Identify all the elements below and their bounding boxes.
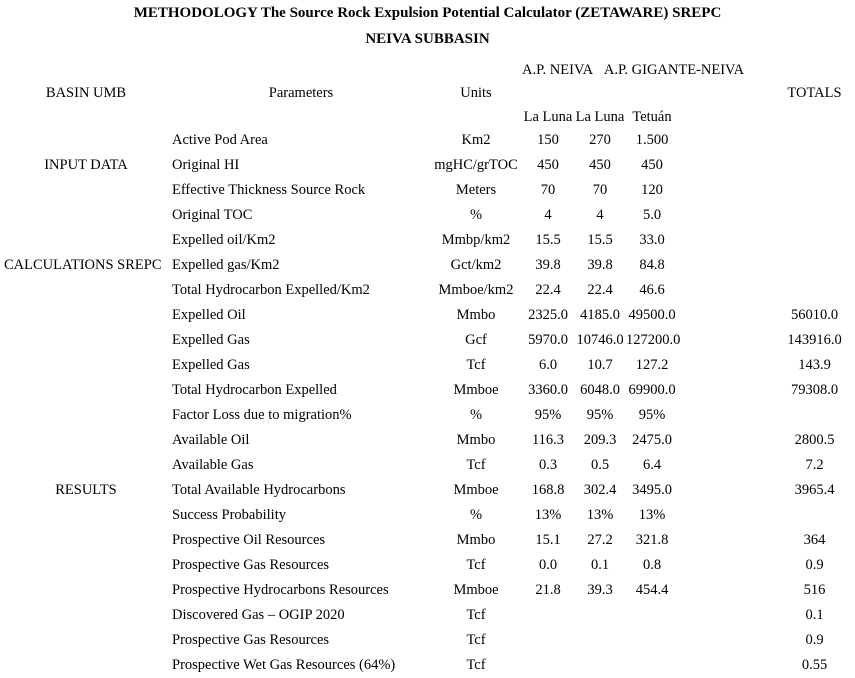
- table-row: [0, 228, 855, 253]
- row-value-col3: 321.8: [635, 532, 669, 548]
- row-spacer: [678, 578, 774, 603]
- row-value-col3: 1.500: [635, 132, 669, 148]
- row-spacer: [678, 228, 774, 253]
- header-spacer-9: [0, 106, 172, 128]
- row-value-col1: 5970.0: [528, 332, 568, 348]
- row-value-col3: 49500.0: [628, 307, 676, 323]
- row-parameter-label: Prospective Wet Gas Resources (64%): [172, 657, 396, 673]
- row-value-col3: 120: [641, 182, 663, 198]
- row-units: Tcf: [466, 632, 486, 648]
- row-parameter-label: Total Hydrocarbon Expelled/Km2: [172, 282, 370, 298]
- row-spacer: [678, 403, 774, 428]
- row-value-col2: 0.5: [590, 457, 610, 473]
- row-value-col3: [626, 603, 678, 628]
- header-spacer-11: [430, 106, 522, 128]
- row-units: mgHC/grTOC: [434, 157, 518, 173]
- row-value-col2: 27.2: [587, 532, 613, 548]
- row-units: Mmboe: [453, 582, 499, 598]
- row-value-col1: 15.1: [535, 532, 561, 548]
- row-units: Mmboe/km2: [438, 282, 514, 298]
- row-group-label: [0, 403, 172, 428]
- row-group-label: [0, 628, 172, 653]
- row-value-col3: 450: [641, 157, 663, 173]
- column-subheader-neiva-la-luna: La Luna: [523, 108, 573, 125]
- row-value-col2: 10746.0: [576, 332, 624, 348]
- row-value-col3: 33.0: [639, 232, 665, 248]
- row-total-value: 0.55: [801, 657, 828, 673]
- row-value-col1: 70: [540, 182, 556, 198]
- row-value-col1: 4: [544, 207, 552, 223]
- header-spacer-2: [172, 60, 430, 80]
- row-parameter-label: Prospective Hydrocarbons Resources: [172, 582, 389, 598]
- row-value-col3: 127200.0: [626, 332, 681, 348]
- row-group-label: [0, 503, 172, 528]
- row-value-col2: 4185.0: [580, 307, 620, 323]
- row-group-label: [0, 278, 172, 303]
- row-value-col2: 209.3: [583, 432, 617, 448]
- row-total-value: [774, 253, 855, 278]
- row-total-value: 3965.4: [794, 482, 835, 498]
- column-group-gigante-neiva: A.P. GIGANTE-NEIVA: [603, 61, 745, 78]
- row-value-col3: [626, 628, 678, 653]
- row-units: Tcf: [466, 557, 486, 573]
- column-subheader-gigante-tetuan: Tetuán: [632, 108, 672, 125]
- row-units: Mmboe: [453, 482, 499, 498]
- row-units: Tcf: [466, 657, 486, 673]
- row-units: Km2: [461, 132, 491, 148]
- header-spacer-3: [430, 60, 522, 80]
- row-group-label: CALCULATIONS SREPC: [4, 257, 162, 273]
- row-value-col3: 84.8: [639, 257, 665, 273]
- row-group-label: [0, 653, 172, 678]
- table-row: [0, 453, 855, 478]
- row-group-label: [0, 228, 172, 253]
- row-value-col2: 95%: [586, 407, 614, 423]
- header-row-sub: [0, 106, 855, 128]
- table-row: [0, 528, 855, 553]
- row-parameter-label: Prospective Oil Resources: [172, 532, 326, 548]
- table-row: [0, 253, 855, 278]
- row-units: Meters: [455, 182, 497, 198]
- row-spacer: [678, 153, 774, 178]
- row-units: %: [469, 207, 483, 223]
- row-value-col2: [574, 653, 626, 678]
- row-value-col3: 454.4: [635, 582, 669, 598]
- row-spacer: [678, 303, 774, 328]
- row-units: %: [469, 507, 483, 523]
- row-total-value: 0.9: [805, 557, 824, 573]
- column-header-totals: TOTALS: [787, 84, 842, 101]
- header-row-main: [0, 80, 855, 106]
- row-group-label: INPUT DATA: [44, 157, 128, 173]
- table-row: [0, 653, 855, 678]
- row-value-col3: 69900.0: [628, 382, 676, 398]
- row-spacer: [678, 353, 774, 378]
- row-value-col2: 39.8: [587, 257, 613, 273]
- header-spacer-5: [522, 80, 574, 106]
- row-value-col1: 116.3: [531, 432, 565, 448]
- row-total-value: [774, 278, 855, 303]
- row-parameter-label: Success Probability: [172, 507, 286, 523]
- row-value-col2: 4: [596, 207, 604, 223]
- row-spacer: [678, 653, 774, 678]
- table-row: [0, 403, 855, 428]
- row-spacer: [678, 628, 774, 653]
- row-units: Tcf: [466, 357, 486, 373]
- header-spacer-8: [678, 80, 774, 106]
- row-total-value: 2800.5: [794, 432, 835, 448]
- row-value-col2: 0.1: [590, 557, 610, 573]
- table-row: [0, 153, 855, 178]
- row-value-col1: [522, 653, 574, 678]
- table-row: [0, 178, 855, 203]
- row-value-col3: 95%: [638, 407, 666, 423]
- row-total-value: 143.9: [798, 357, 831, 373]
- row-spacer: [678, 453, 774, 478]
- row-value-col2: [574, 603, 626, 628]
- table-row: [0, 553, 855, 578]
- row-value-col1: [522, 628, 574, 653]
- table-body: [0, 128, 855, 678]
- row-group-label: [0, 428, 172, 453]
- row-group-label: [0, 203, 172, 228]
- row-total-value: [774, 203, 855, 228]
- row-value-col1: 13%: [534, 507, 562, 523]
- table-row: [0, 353, 855, 378]
- row-total-value: 516: [803, 582, 826, 598]
- row-value-col2: 15.5: [587, 232, 613, 248]
- row-parameter-label: Factor Loss due to migration%: [172, 407, 352, 423]
- row-value-col1: 21.8: [535, 582, 561, 598]
- row-units: Mmbp/km2: [441, 232, 511, 248]
- row-value-col1: [522, 603, 574, 628]
- table-row: [0, 203, 855, 228]
- row-value-col2: 22.4: [587, 282, 613, 298]
- column-group-neiva: A.P. NEIVA: [522, 61, 594, 78]
- row-total-value: [774, 128, 855, 153]
- row-spacer: [678, 428, 774, 453]
- table-row: [0, 378, 855, 403]
- row-value-col2: 39.3: [587, 582, 613, 598]
- row-value-col1: 168.8: [531, 482, 565, 498]
- table-row: [0, 503, 855, 528]
- row-value-col2: 70: [592, 182, 608, 198]
- row-spacer: [678, 503, 774, 528]
- row-parameter-label: Expelled gas/Km2: [172, 257, 280, 273]
- header-spacer-7: [626, 80, 678, 106]
- page-subtitle: NEIVA SUBBASIN: [365, 31, 490, 47]
- row-value-col1: 3360.0: [528, 382, 568, 398]
- row-parameter-label: Effective Thickness Source Rock: [172, 182, 366, 198]
- row-group-label: RESULTS: [55, 482, 117, 498]
- row-value-col1: 0.0: [538, 557, 558, 573]
- table-row: [0, 578, 855, 603]
- table-row: [0, 328, 855, 353]
- row-total-value: [774, 153, 855, 178]
- table-row: [0, 428, 855, 453]
- header-spacer-13: [774, 106, 855, 128]
- row-spacer: [678, 178, 774, 203]
- header-spacer-6: [574, 80, 626, 106]
- row-group-label: [0, 578, 172, 603]
- row-units: %: [469, 407, 483, 423]
- row-total-value: 364: [803, 532, 826, 548]
- row-parameter-label: Original HI: [172, 157, 240, 173]
- table-header: [0, 60, 855, 128]
- row-spacer: [678, 253, 774, 278]
- row-group-label: [0, 553, 172, 578]
- row-value-col3: 6.4: [642, 457, 662, 473]
- row-parameter-label: Prospective Gas Resources: [172, 557, 330, 573]
- row-parameter-label: Discovered Gas – OGIP 2020: [172, 607, 345, 623]
- table-row: [0, 278, 855, 303]
- row-value-col3: 5.0: [642, 207, 662, 223]
- row-units: Tcf: [466, 457, 486, 473]
- row-units: Tcf: [466, 607, 486, 623]
- row-parameter-label: Original TOC: [172, 207, 253, 223]
- row-value-col2: [574, 628, 626, 653]
- row-value-col1: 150: [537, 132, 559, 148]
- row-total-value: [774, 178, 855, 203]
- row-value-col1: 95%: [534, 407, 562, 423]
- row-spacer: [678, 528, 774, 553]
- row-parameter-label: Available Oil: [172, 432, 250, 448]
- header-row-groups: [0, 60, 855, 80]
- row-value-col1: 450: [537, 157, 559, 173]
- row-parameter-label: Expelled oil/Km2: [172, 232, 276, 248]
- row-units: Gct/km2: [450, 257, 502, 273]
- column-header-basin-umb: BASIN UMB: [45, 84, 127, 101]
- table-row: [0, 628, 855, 653]
- row-spacer: [678, 203, 774, 228]
- row-parameter-label: Total Available Hydrocarbons: [172, 482, 346, 498]
- row-value-col3: 3495.0: [632, 482, 672, 498]
- row-value-col2: 6048.0: [580, 382, 620, 398]
- row-units: Mmbo: [456, 432, 496, 448]
- row-value-col1: 22.4: [535, 282, 561, 298]
- header-spacer-1: [0, 60, 172, 80]
- row-value-col1: 15.5: [535, 232, 561, 248]
- row-spacer: [678, 478, 774, 503]
- row-value-col2: 10.7: [587, 357, 613, 373]
- row-total-value: [774, 403, 855, 428]
- row-value-col2: 302.4: [583, 482, 617, 498]
- row-value-col3: [626, 653, 678, 678]
- row-parameter-label: Prospective Gas Resources: [172, 632, 330, 648]
- row-parameter-label: Expelled Oil: [172, 307, 246, 323]
- row-group-label: [0, 328, 172, 353]
- row-value-col2: 450: [589, 157, 611, 173]
- row-group-label: [0, 178, 172, 203]
- header-spacer-12: [678, 106, 774, 128]
- row-total-value: 0.9: [805, 632, 824, 648]
- row-total-value: 79308.0: [790, 382, 839, 398]
- row-value-col3: 127.2: [635, 357, 669, 373]
- column-header-parameters: Parameters: [268, 84, 334, 101]
- row-total-value: [774, 228, 855, 253]
- column-header-units: Units: [460, 84, 492, 101]
- row-total-value: 56010.0: [790, 307, 839, 323]
- row-total-value: [774, 503, 855, 528]
- row-spacer: [678, 128, 774, 153]
- row-spacer: [678, 378, 774, 403]
- row-spacer: [678, 278, 774, 303]
- row-group-label: [0, 603, 172, 628]
- row-total-value: 7.2: [805, 457, 824, 473]
- row-value-col2: 13%: [586, 507, 614, 523]
- row-parameter-label: Active Pod Area: [172, 132, 268, 148]
- table-row: [0, 303, 855, 328]
- row-group-label: [0, 378, 172, 403]
- row-spacer: [678, 553, 774, 578]
- row-parameter-label: Available Gas: [172, 457, 254, 473]
- row-total-value: 0.1: [805, 607, 824, 623]
- row-value-col1: 2325.0: [528, 307, 568, 323]
- row-units: Gcf: [465, 332, 487, 348]
- header-spacer-10: [172, 106, 430, 128]
- row-group-label: [0, 528, 172, 553]
- row-units: Mmbo: [456, 532, 496, 548]
- row-group-label: [0, 128, 172, 153]
- row-value-col3: 13%: [638, 507, 666, 523]
- row-total-value: 143916.0: [787, 332, 842, 348]
- row-value-col1: 6.0: [538, 357, 558, 373]
- row-group-label: [0, 453, 172, 478]
- row-spacer: [678, 603, 774, 628]
- header-spacer-4: [774, 60, 855, 80]
- row-value-col3: 0.8: [642, 557, 662, 573]
- row-parameter-label: Expelled Gas: [172, 357, 250, 373]
- row-units: Mmboe: [453, 382, 499, 398]
- table-row: [0, 128, 855, 153]
- row-units: Mmbo: [456, 307, 496, 323]
- row-value-col3: 2475.0: [632, 432, 672, 448]
- column-subheader-gigante-la-luna: La Luna: [575, 108, 625, 125]
- row-parameter-label: Total Hydrocarbon Expelled: [172, 382, 337, 398]
- page-title: METHODOLOGY The Source Rock Expulsion Potential Calculator (ZETAWARE) SREPC: [133, 5, 722, 21]
- row-value-col1: 39.8: [535, 257, 561, 273]
- row-group-label: [0, 353, 172, 378]
- table-row: [0, 478, 855, 503]
- row-group-label: [0, 303, 172, 328]
- row-spacer: [678, 328, 774, 353]
- table-row: [0, 603, 855, 628]
- srepc-table: [0, 60, 855, 678]
- row-value-col3: 46.6: [639, 282, 665, 298]
- row-parameter-label: Expelled Gas: [172, 332, 250, 348]
- row-value-col2: 270: [589, 132, 611, 148]
- row-value-col1: 0.3: [538, 457, 558, 473]
